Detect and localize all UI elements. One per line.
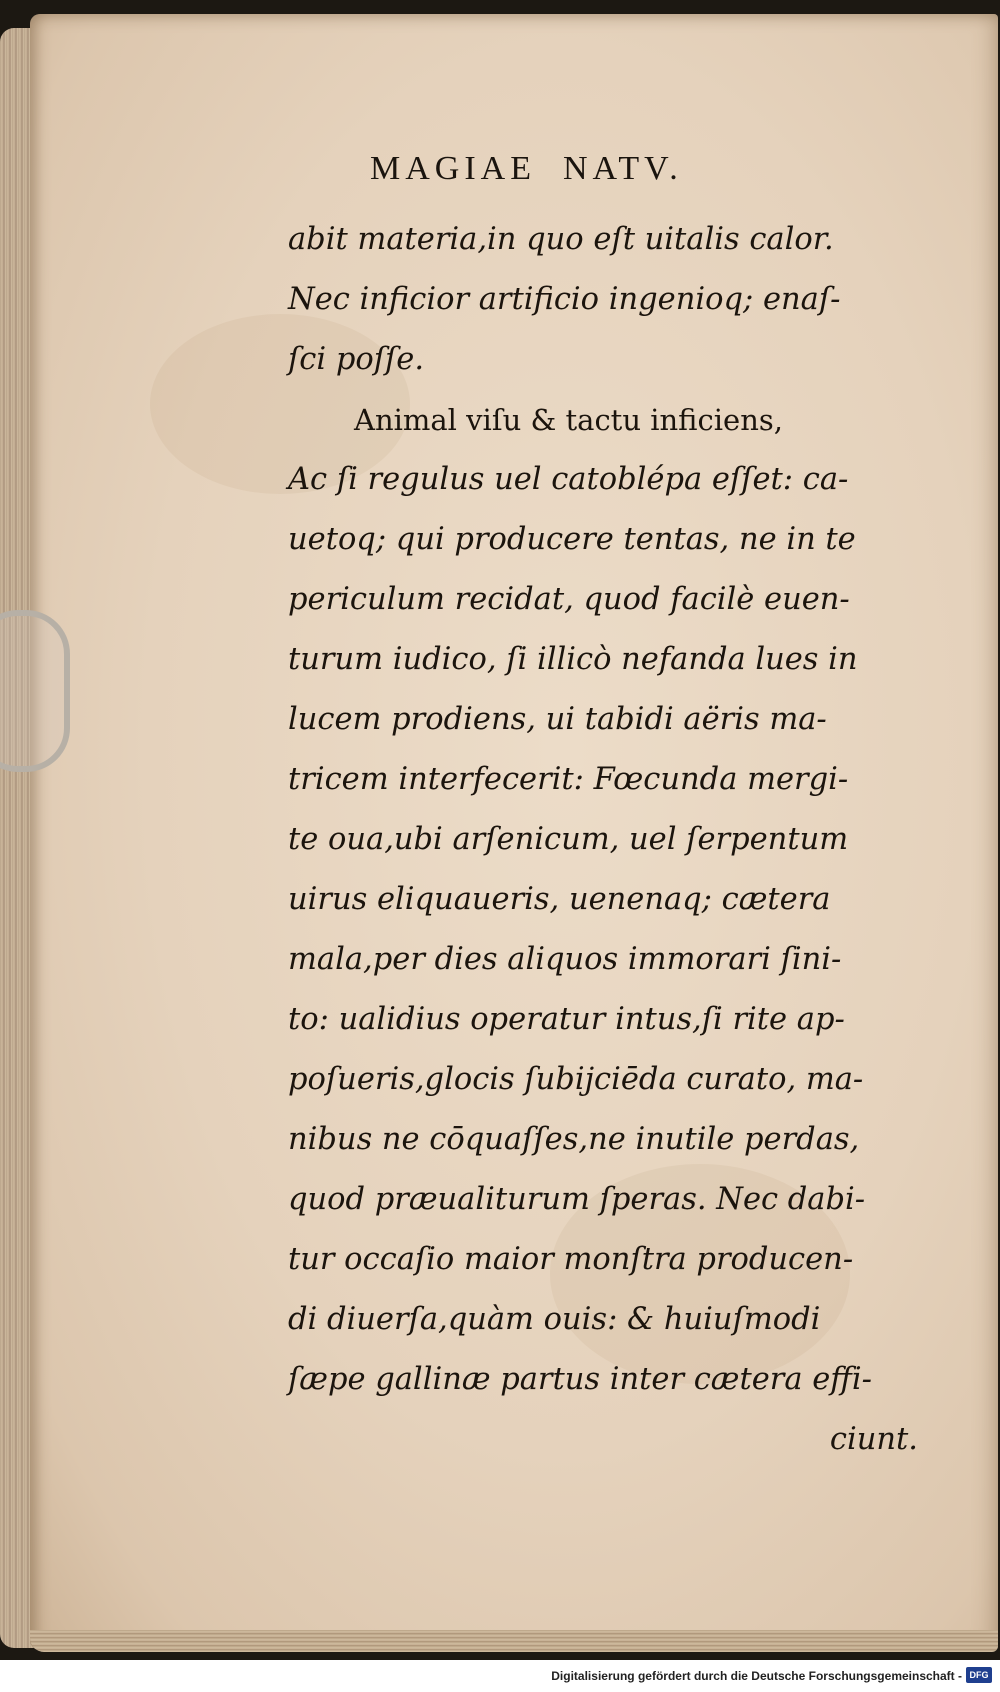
text-line: Nec inficior artificio ingenioq; enaſ- <box>288 282 841 317</box>
text-line: di diuerſa,quàm ouis: & huiuſmodi <box>288 1302 821 1337</box>
text-line: periculum recidat, quod facilè euen- <box>288 582 850 617</box>
funding-credit: Digitalisierung gefördert durch die Deutsche Forschungsgemeinschaft - <box>551 1669 962 1683</box>
text-line: to: ualidius operatur intus,ſi rite ap- <box>288 1002 845 1037</box>
text-line: uirus eliquaueris, uenenaq; cætera <box>288 882 831 917</box>
text-line: turum iudico, ſi illicò nefanda lues in <box>288 642 858 677</box>
text-line: quod præualiturum ſperas. Nec dabi- <box>288 1182 866 1217</box>
book-clasp <box>0 610 70 772</box>
text-line: tur occaſio maior monſtra producen- <box>288 1242 854 1277</box>
digitization-footer <box>0 1664 1000 1692</box>
text-line: poſueris,glocis ſubijciēda curato, ma- <box>288 1062 864 1097</box>
body-text <box>288 210 938 1470</box>
text-line: mala,per dies aliquos immorari ſini- <box>288 942 842 977</box>
running-head: MAGIAE NATV. <box>370 150 683 187</box>
dfg-logo: DFG <box>966 1667 992 1683</box>
text-line: ſci poſſe. <box>288 342 425 377</box>
text-line: nibus ne cōquaſſes,ne inutile perdas, <box>288 1122 860 1157</box>
text-line: uetoq; qui producere tentas, ne in te <box>288 522 856 557</box>
text-line: te oua,ubi arſenicum, uel ſerpentum <box>288 822 849 857</box>
text-line: ſæpe gallinæ partus inter cætera effi- <box>288 1362 872 1397</box>
page-bottom-edge <box>30 1630 998 1652</box>
catchword: ciunt. <box>829 1422 918 1457</box>
text-line: abit materia,in quo eſt uitalis calor. <box>288 222 834 257</box>
text-line: Ac ſi regulus uel catoblépa eſſet: ca- <box>288 462 849 497</box>
text-line: lucem prodiens, ui tabidi aëris ma- <box>288 702 827 737</box>
text-line: tricem interfecerit: Fœcunda mergi- <box>288 762 849 797</box>
section-heading: Animal viſu & tactu inficiens, <box>354 403 783 437</box>
